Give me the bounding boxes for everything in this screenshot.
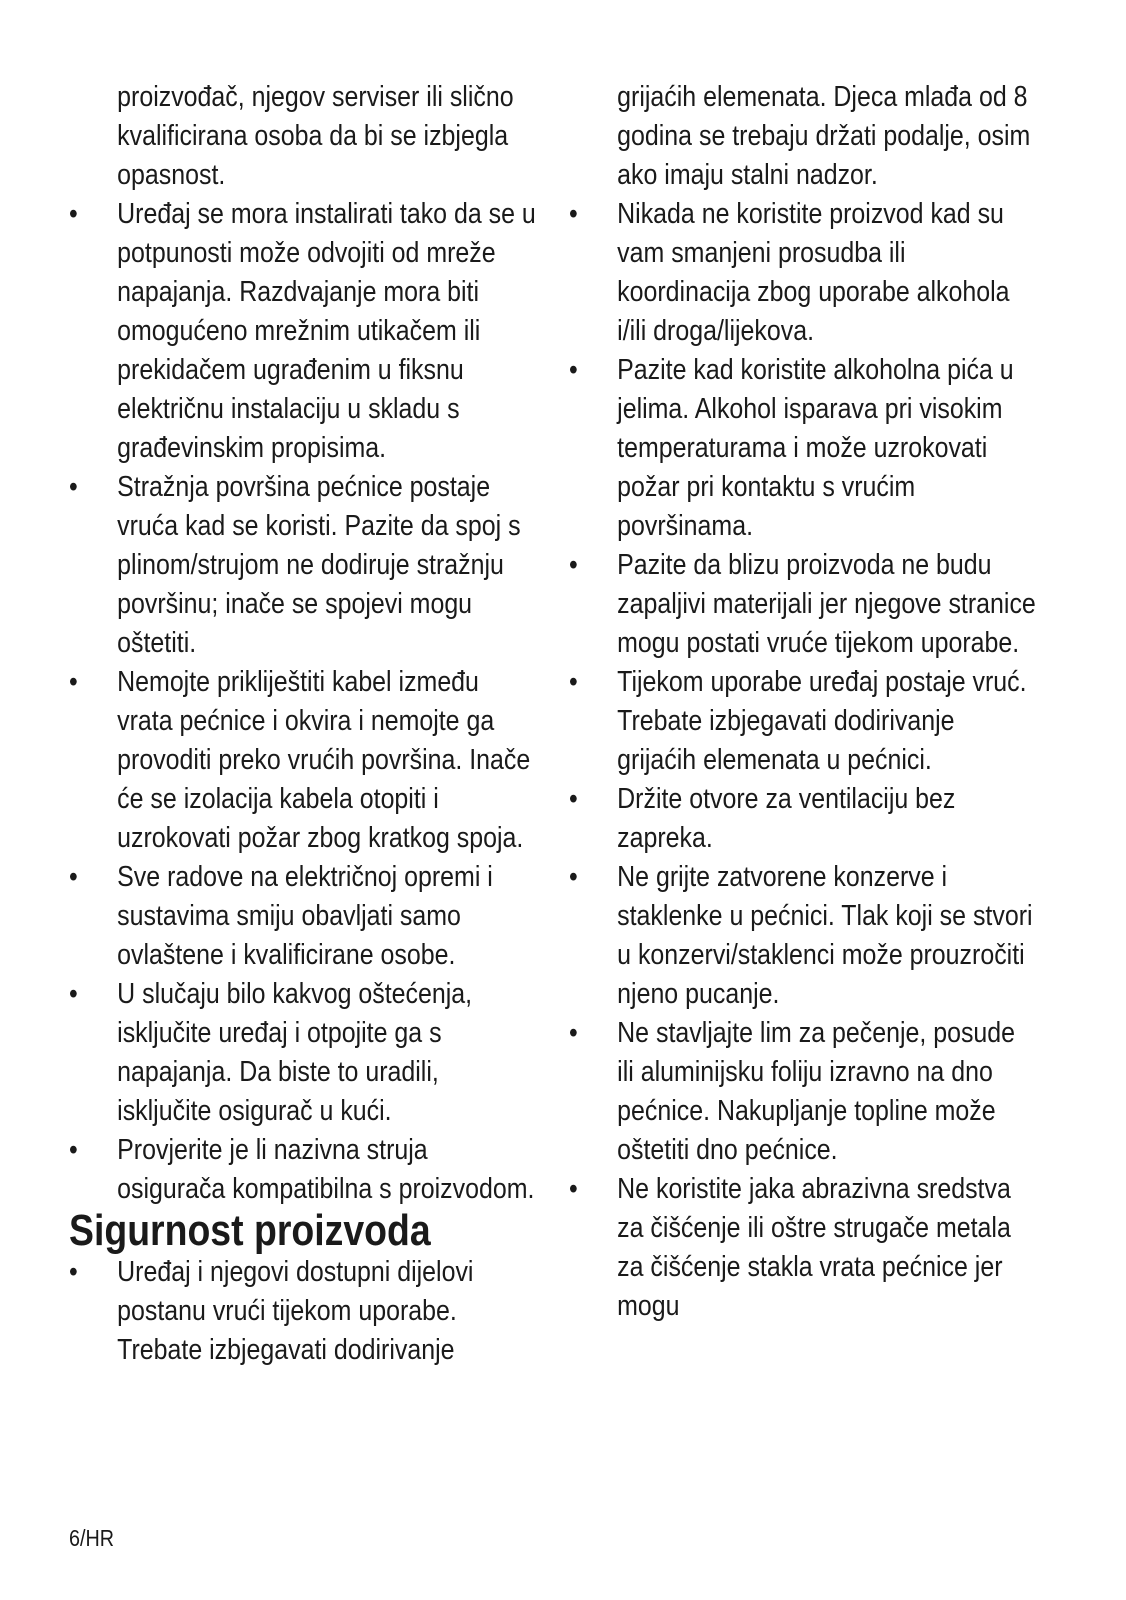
bullet-icon: • (569, 1017, 578, 1049)
bullet-icon: • (569, 666, 578, 698)
bullet-icon: • (569, 354, 578, 386)
list-item (569, 780, 1038, 858)
right-column (569, 78, 1038, 1326)
bullet-icon: • (569, 549, 578, 581)
section-heading: Sigurnost proizvoda (69, 1207, 431, 1255)
left-column (69, 78, 538, 1370)
list-item (69, 195, 538, 468)
list-item (569, 1170, 1038, 1326)
list-item (569, 663, 1038, 780)
list-item (569, 195, 1038, 351)
list-item-text: Nikada ne koristite proizvod kad su vam smanjeni prosudba ili koordinacija zbog uporabe alkohola i/ili droga/lijekova. (617, 198, 1010, 347)
list-item (69, 663, 538, 858)
list-item-text: Tijekom uporabe uređaj postaje vruć. Trebate izbjegavati dodirivanje grijaćih elemenata u pećnici. (617, 666, 1027, 776)
bullet-icon: • (569, 198, 578, 230)
list-item (569, 351, 1038, 546)
list-item (569, 546, 1038, 663)
bullet-icon: • (69, 978, 78, 1010)
list-item-text: Ne koristite jaka abrazivna sredstva za čišćenje ili oštre strugače metala za čišćenje stakla vrata pećnice jer mogu (617, 1173, 1011, 1322)
bullet-icon: • (69, 1134, 78, 1166)
bullet-icon: • (69, 666, 78, 698)
list-item-text: Stražnja površina pećnice postaje vruća kad se koristi. Pazite da spoj s plinom/strujom ne dodiruje stražnju površinu; inače se spojevi mogu oštetiti. (117, 471, 521, 659)
list-item-text: Ne stavljajte lim za pečenje, posude ili aluminijsku foliju izravno na dno pećnice. Nakupljanje topline može oštetiti dno pećnice. (617, 1017, 1016, 1166)
list-item (69, 858, 538, 975)
bullet-icon: • (69, 861, 78, 893)
bullet-icon: • (69, 1256, 78, 1288)
list-item-text: Ne grijte zatvorene konzerve i staklenke u pećnici. Tlak koji se stvori u konzervi/staklenci može prouzročiti njeno pucanje. (617, 861, 1033, 1010)
list-item (69, 1131, 538, 1209)
page-number: 6/HR (69, 1525, 115, 1551)
list-item-text: Nemojte prikliještiti kabel između vrata pećnice i okvira i nemojte ga provoditi preko vrućih površina. Inače će se izolacija kabela otopiti i uzrokovati požar zbog kratkog spoja. (117, 666, 531, 854)
bullet-icon: • (69, 198, 78, 230)
bullet-icon: • (69, 471, 78, 503)
list-item-text: Provjerite je li nazivna struja osigurača kompatibilna s proizvodom. (117, 1134, 535, 1205)
left-continuation-text: proizvođač, njegov serviser ili slično kvalificirana osoba da bi se izbjegla opasnost. (117, 81, 514, 191)
bullet-icon: • (569, 1173, 578, 1205)
bullet-icon: • (569, 861, 578, 893)
list-item (569, 1014, 1038, 1170)
list-item-text: Pazite da blizu proizvoda ne budu zapaljivi materijali jer njegove stranice mogu postati vruće tijekom uporabe. (617, 549, 1036, 659)
list-item-text: Uređaj i njegovi dostupni dijelovi postanu vrući tijekom uporabe. Trebate izbjegavati dodirivanje (117, 1256, 474, 1366)
list-item (569, 858, 1038, 1014)
list-item-text: Pazite kad koristite alkoholna pića u jelima. Alkohol isparava pri visokim temperaturama i može uzrokovati požar pri kontaktu s vrućim površinama. (617, 354, 1014, 542)
right-continuation-text: grijaćih elemenata. Djeca mlađa od 8 godina se trebaju držati podalje, osim ako imaju stalni nadzor. (617, 81, 1031, 191)
list-item-text: Držite otvore za ventilaciju bez zapreka. (617, 783, 956, 854)
list-item (69, 468, 538, 663)
list-item (69, 975, 538, 1131)
list-item (69, 1253, 538, 1370)
list-item-text: Uređaj se mora instalirati tako da se u potpunosti može odvojiti od mreže napajanja. Razdvajanje mora biti omogućeno mrežnim utikačem ili prekidačem ugrađenim u fiksnu električnu instalaciju u skladu s građevinskim propisima. (117, 198, 536, 464)
bullet-icon: • (569, 783, 578, 815)
list-item-text: U slučaju bilo kakvog oštećenja, isključite uređaj i otpojite ga s napajanja. Da biste to uradili, isključite osigurač u kući. (117, 978, 473, 1127)
list-item-text: Sve radove na električnoj opremi i sustavima smiju obavljati samo ovlaštene i kvalificirane osobe. (117, 861, 493, 971)
